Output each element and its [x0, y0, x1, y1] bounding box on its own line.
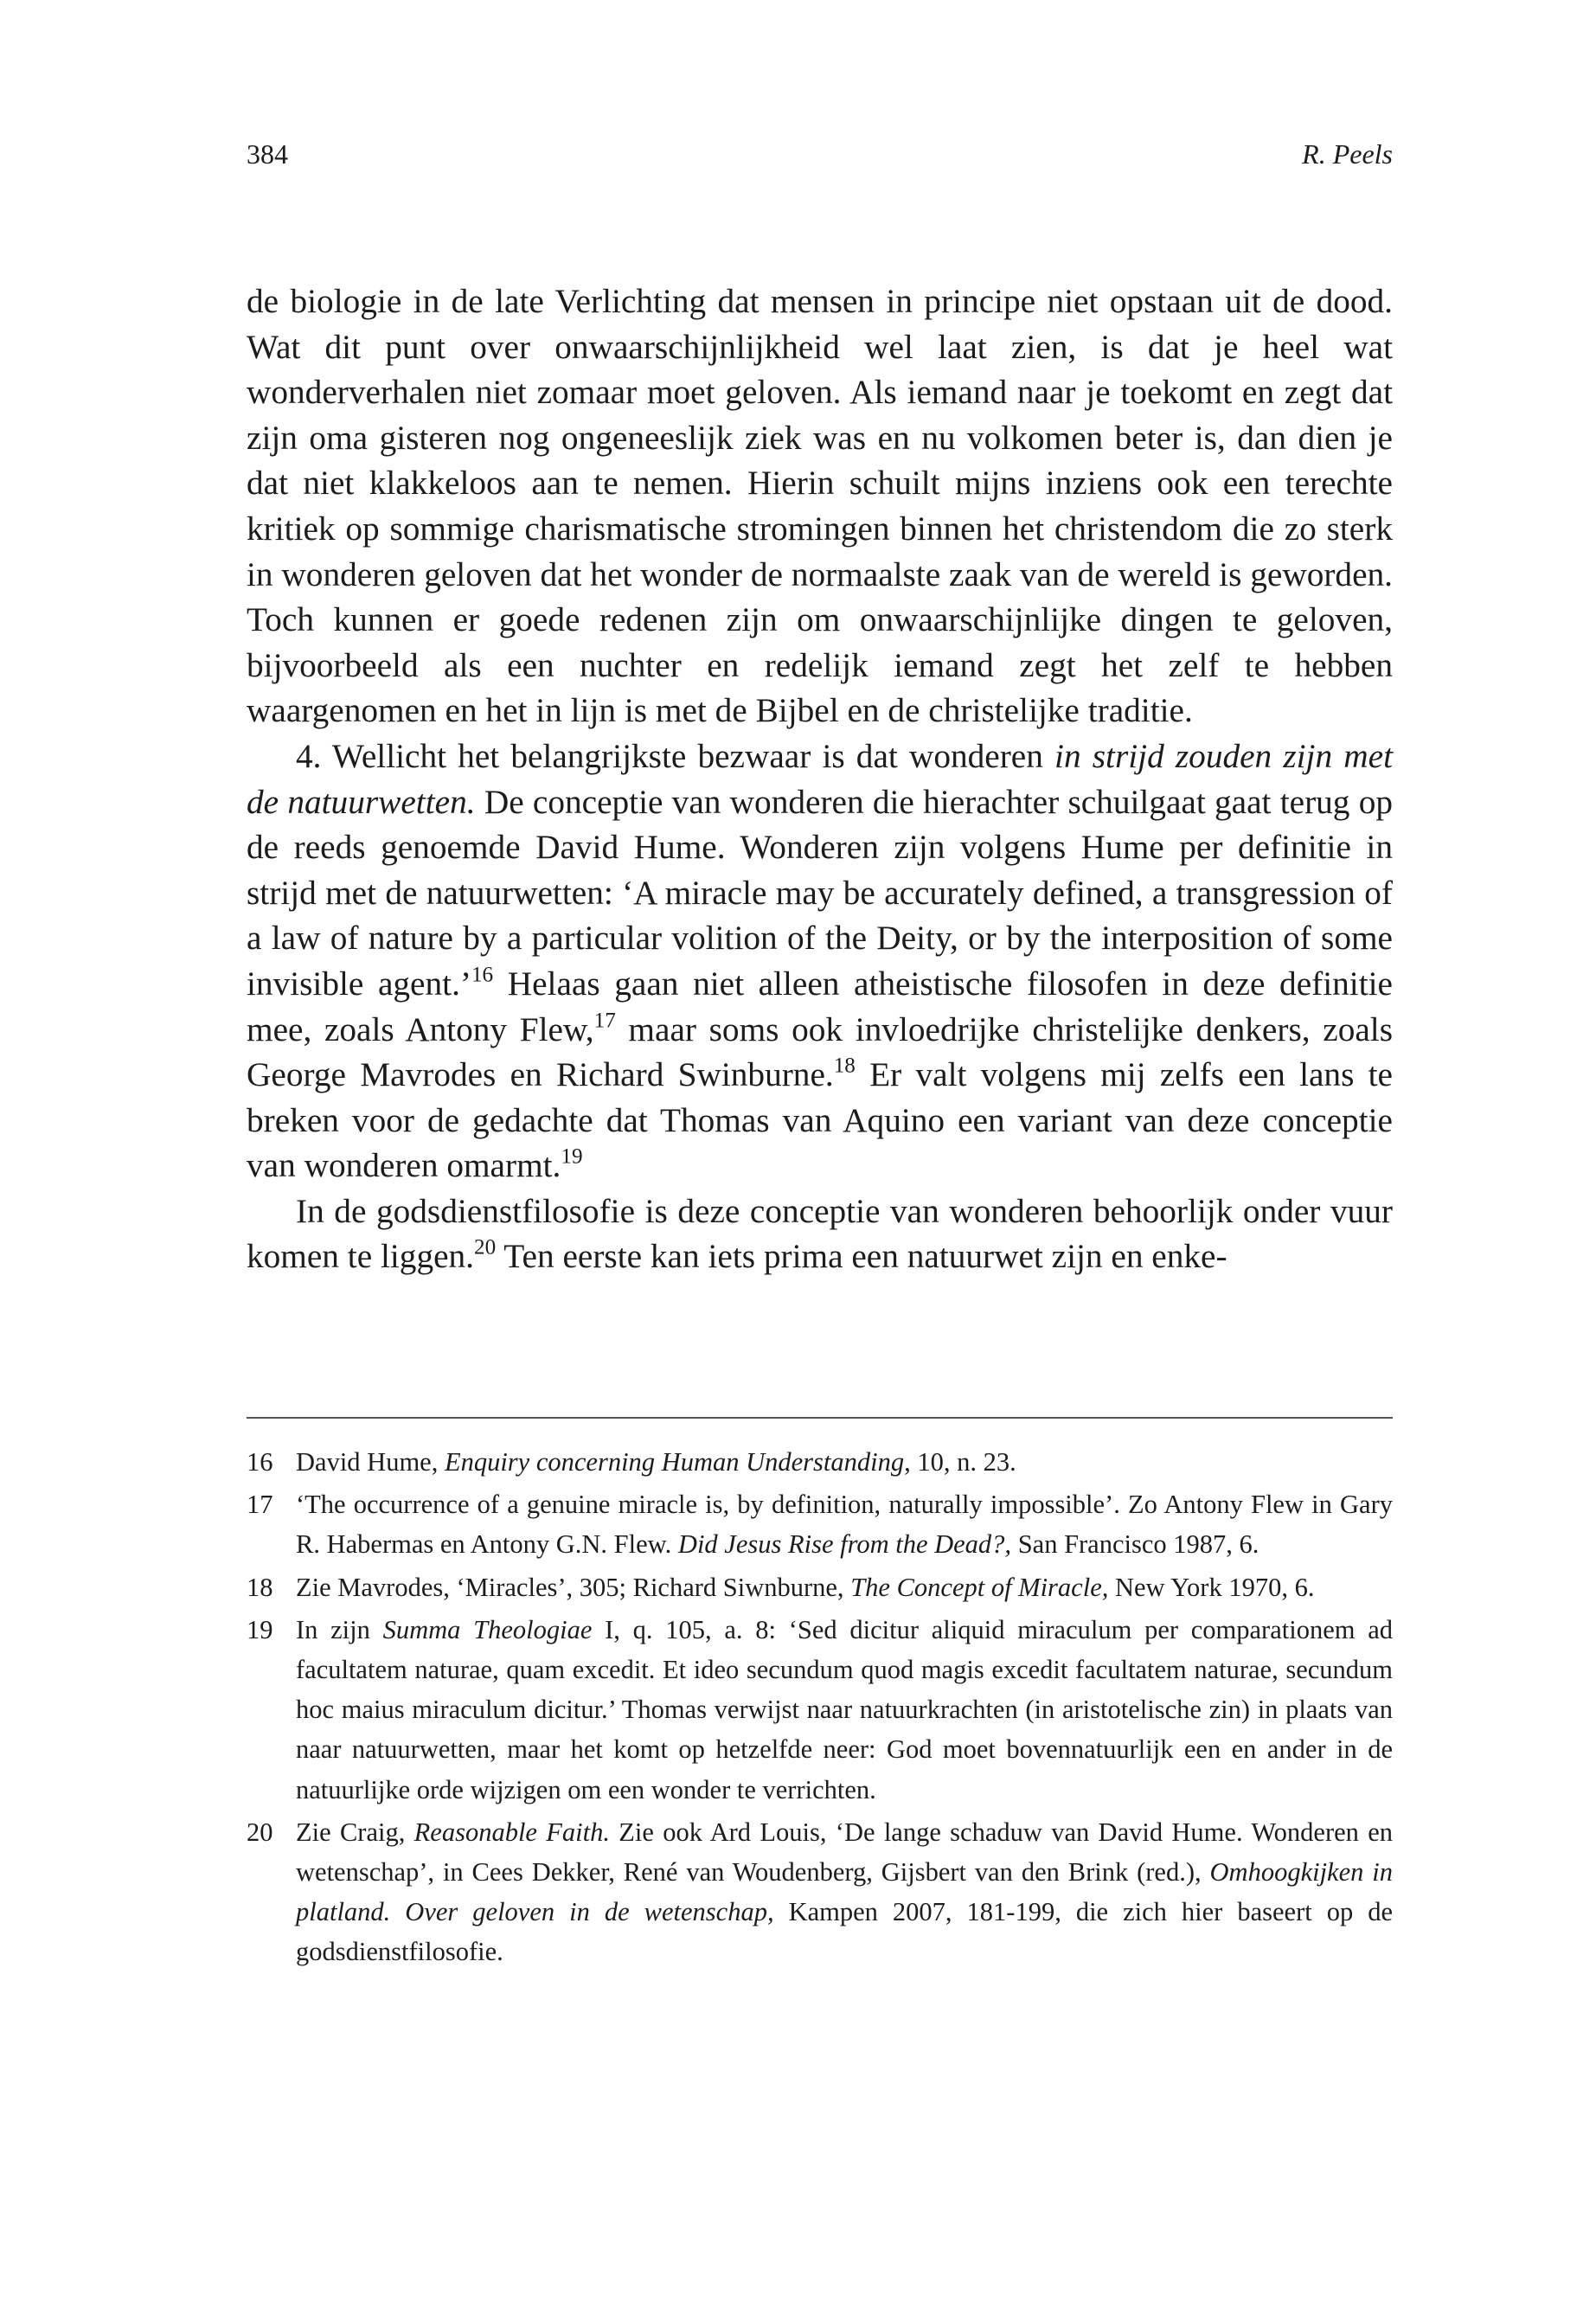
paragraph-text: 4. Wellicht het belangrijkste bezwaar is dat wonderen — [296, 736, 1055, 775]
footnote-title: Enquiry concerning Human Understanding — [444, 1447, 905, 1477]
footnote-ref-19[interactable]: 19 — [561, 1144, 583, 1169]
footnote-title: Summa Theologiae — [382, 1614, 593, 1644]
running-head-author: R. Peels — [1302, 138, 1393, 170]
page-number: 384 — [247, 138, 288, 170]
paragraph-philosophy — [247, 1189, 1393, 1279]
footnote-text: New York 1970, 6. — [1108, 1572, 1315, 1602]
footnote-text: Zie Craig, — [296, 1817, 414, 1847]
footnote-17 — [247, 1484, 1393, 1564]
paragraph-text: maar soms ook invloedrijke christelijke denkers, zoals George Mavrodes en Richard Swinburne. — [247, 1009, 1393, 1094]
book-page — [247, 0, 1393, 2301]
footnote-title: The Concept of Miracle, — [850, 1572, 1109, 1602]
footnote-text: I, q. 105, a. 8: ‘Sed dicitur aliquid miraculum per comparationem ad facultatem naturae, quam excedit. Et ideo secundum quod magis excedit facultatem naturae, secundum hoc maius miraculum dicitur.’ Thomas verwijst naar natuurkrachten (in aristotelische zin) in plaats van naar natuurwetten, maar het komt op hetzelfde neer: God moet bovennatuurlijk een en ander in de natuurlijke orde wijzigen om een wonder te verrichten. — [296, 1614, 1393, 1804]
footnote-ref-18[interactable]: 18 — [833, 1054, 856, 1078]
footnote-20 — [247, 1812, 1393, 1972]
footnote-title: Omhoogkijken in platland. Over geloven in de wetenschap, — [296, 1857, 1393, 1927]
footnote-text: Zie ook Ard Louis, ‘De lange schaduw van David Hume. Wonderen en wetenschap’, in Cees Dekker, René van Woudenberg, Gijsbert van den Brink (red.), — [296, 1817, 1394, 1888]
footnote-title: Did Jesus Rise from the Dead?, — [677, 1529, 1012, 1560]
footnote-ref-17[interactable]: 17 — [593, 1008, 616, 1032]
running-header — [247, 137, 1393, 171]
footnote-19 — [247, 1610, 1393, 1810]
footnote-16 — [247, 1442, 1393, 1482]
footnote-ref-16[interactable]: 16 — [471, 963, 494, 987]
footnote-divider — [247, 1417, 1393, 1419]
paragraph-objection-4 — [247, 734, 1393, 1189]
paragraph-text: In de godsdienstfilosofie is deze conceptie van wonderen behoorlijk onder vuur komen te liggen. — [247, 1191, 1393, 1276]
footnote-title: Reasonable Faith. — [413, 1817, 610, 1847]
footnotes — [247, 1442, 1393, 1975]
paragraph-text: Er valt volgens mij zelfs een lans te breken voor de gedachte dat Thomas van Aquino een variant van deze conceptie van wonderen omarmt. — [247, 1055, 1393, 1185]
footnote-number: 19 — [247, 1614, 273, 1644]
footnote-text: In zijn — [296, 1614, 383, 1644]
footnote-number: 18 — [247, 1572, 273, 1602]
footnote-text: ‘The occurrence of a genuine miracle is, by definition, naturally impossible’. Zo Antony Flew in Gary R. Habermas en Antony G.N. Flew. — [296, 1490, 1393, 1560]
footnote-text: , 10, n. 23. — [904, 1447, 1016, 1477]
footnote-number: 17 — [247, 1490, 273, 1520]
footnote-text: Kampen 2007, 181-199, die zich hier baseert op de godsdienstfilosofie. — [296, 1897, 1393, 1967]
paragraph-continued — [247, 279, 1393, 734]
footnote-text: David Hume, — [296, 1447, 445, 1477]
footnote-text: San Francisco 1987, 6. — [1011, 1529, 1259, 1560]
paragraph-text: de biologie in de late Verlichting dat mensen in principe niet opstaan uit de dood. Wat dit punt over onwaarschijnlijkheid wel laat zien, is dat je heel wat wonderverhalen niet zomaar moet geloven. Als iemand naar je toekomt en zegt dat zijn oma gisteren nog ongeneeslijk ziek was en nu volkomen beter is, dan dien je dat niet klakkeloos aan te nemen. Hierin schuilt mijns inziens ook een terechte kritiek op sommige charismatische stromingen binnen het christendom die zo sterk in wonderen geloven dat het wonder de normaalste zaak van de wereld is geworden. Toch kunnen er goede redenen zijn om onwaarschijnlijke dingen te geloven, bijvoorbeeld als een nuchter en redelijk iemand zegt het zelf te hebben waargenomen en het in lijn is met de Bijbel en de christelijke traditie. — [247, 282, 1393, 730]
emphasis-text: in strijd zouden zijn met de natuurwetten. — [247, 736, 1393, 821]
paragraph-text: Ten eerste kan iets prima een natuurwet zijn en enke- — [496, 1237, 1227, 1276]
footnote-18 — [247, 1567, 1393, 1607]
footnote-number: 20 — [247, 1817, 273, 1847]
footnote-text: Zie Mavrodes, ‘Miracles’, 305; Richard Siwnburne, — [296, 1572, 851, 1602]
paragraph-text: Helaas gaan niet alleen atheistische filosofen in deze definitie mee, zoals Antony Flew, — [247, 964, 1393, 1048]
footnote-ref-20[interactable]: 20 — [474, 1235, 497, 1259]
paragraph-text: De conceptie van wonderen die hierachter schuilgaat gaat terug op de reeds genoemde David Hume. Wonderen zijn volgens Hume per definitie in strijd met de natuurwetten: ‘A miracle may be accurately defined, a transgression of a law of nature by a particular volition of the Deity, or by the interposition of some invisible agent.’ — [247, 782, 1394, 1003]
main-text — [247, 279, 1393, 1279]
footnote-number: 16 — [247, 1447, 273, 1477]
